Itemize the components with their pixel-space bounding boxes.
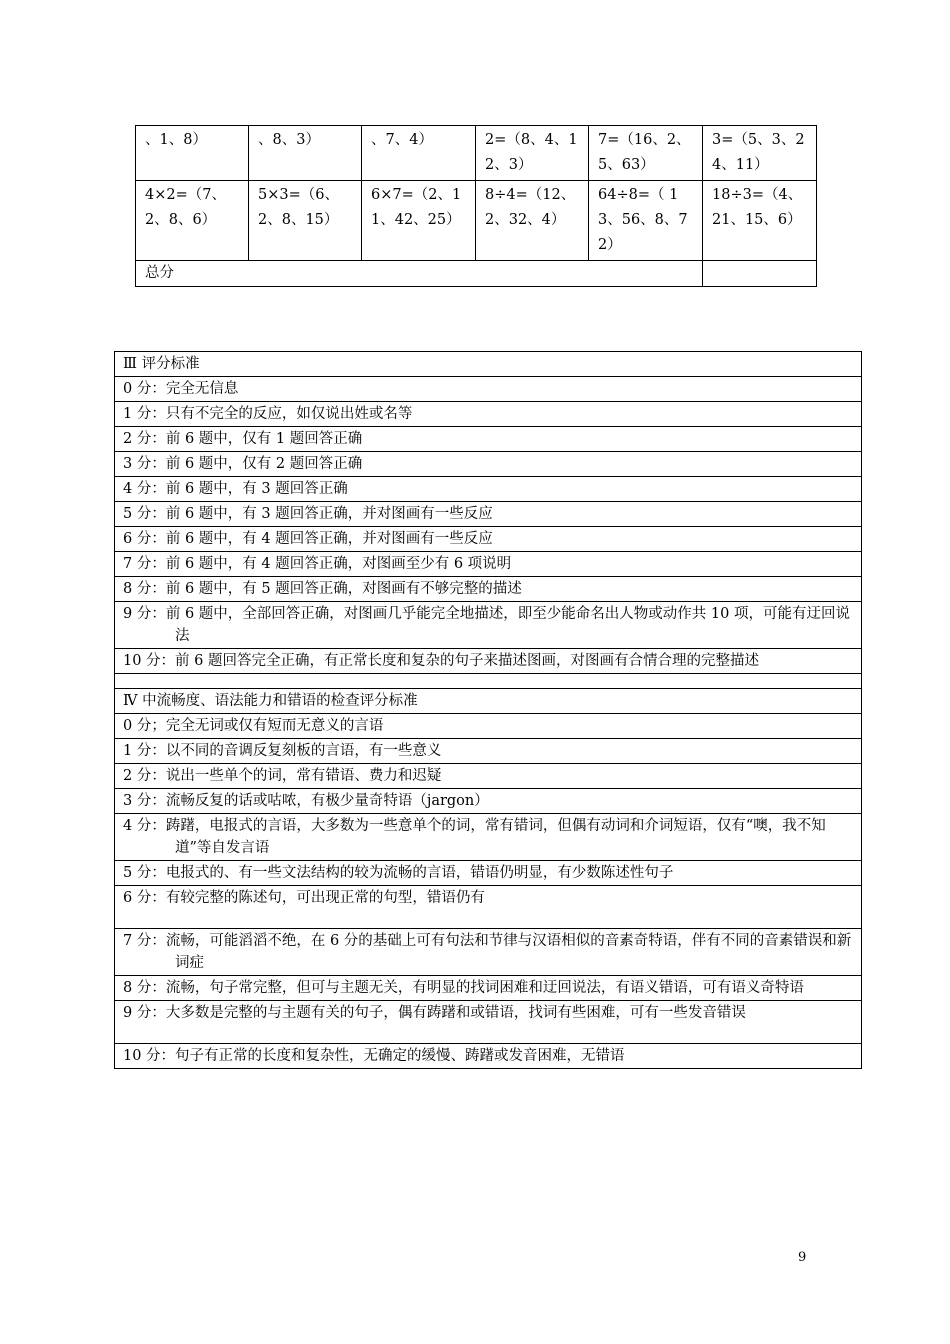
list-item <box>115 427 862 452</box>
table-cell: 64÷8=（ 13、56、8、72） <box>589 181 703 261</box>
section4-item: 5 分：电报式的、有一些文法结构的较为流畅的言语，错语仍明显，有少数陈述性句子 <box>123 865 674 881</box>
list-item <box>115 527 862 552</box>
section3-item: 8 分：前 6 题中，有 5 题回答正确，对图画有不够完整的描述 <box>123 581 522 597</box>
page-number: 9 <box>798 1250 807 1265</box>
list-item <box>115 552 862 577</box>
table-cell: 3=（5、3、24、11） <box>703 126 817 181</box>
list-item <box>115 714 862 739</box>
list-item <box>115 1044 862 1069</box>
section3-item: 4 分：前 6 题中，有 3 题回答正确 <box>123 481 348 497</box>
list-item <box>115 477 862 502</box>
section4-item: 10 分：句子有正常的长度和复杂性，无确定的缓慢、踌躇或发音困难，无错语 <box>123 1048 625 1064</box>
list-item <box>115 929 862 976</box>
section4-item: 3 分：流畅反复的话或咕哝，有极少量奇特语（jargon） <box>123 793 489 809</box>
list-item <box>115 452 862 477</box>
list-item <box>115 1001 862 1044</box>
table-cell: 5×3=（6、2、8、15） <box>249 181 362 261</box>
table-cell: 、8、3） <box>249 126 362 181</box>
list-item <box>115 861 862 886</box>
section3-item: 5 分：前 6 题中，有 3 题回答正确，并对图画有一些反应 <box>123 506 493 522</box>
blank-cell <box>115 674 862 689</box>
table-cell: 4×2=（7、2、8、6） <box>136 181 249 261</box>
section4-item: 0 分；完全无词或仅有短而无意义的言语 <box>123 718 384 734</box>
list-item <box>115 502 862 527</box>
list-item <box>115 577 862 602</box>
table-cell: 18÷3=（4、21、15、6） <box>703 181 817 261</box>
section-title-row <box>115 352 862 377</box>
total-value <box>703 261 817 287</box>
section-title-row <box>115 689 862 714</box>
table-row <box>136 181 817 261</box>
table-cell: 8÷4=（12、2、32、4） <box>476 181 589 261</box>
list-item <box>115 602 862 649</box>
table-cell: 、1、8） <box>136 126 249 181</box>
section4-item: 8 分：流畅，句子常完整，但可与主题无关，有明显的找词困难和迂回说法，有语义错语，可有语义奇特语 <box>123 980 804 996</box>
section3-item: 0 分：完全无信息 <box>123 381 239 397</box>
list-item <box>115 377 862 402</box>
list-item <box>115 402 862 427</box>
section3-item: 9 分：前 6 题中，全部回答正确，对图画几乎能完全地描述，即至少能命名出人物或动作共 10 项，可能有迂回说法 <box>123 606 850 644</box>
list-item <box>115 886 862 929</box>
section4-item: 4 分：踌躇，电报式的言语，大多数为一些意单个的词，常有错词，但偶有动词和介词短语，仅有“噢，我不知道”等自发言语 <box>123 818 826 856</box>
section3-item: 2 分：前 6 题中，仅有 1 题回答正确 <box>123 431 363 447</box>
list-item <box>115 814 862 861</box>
list-item <box>115 739 862 764</box>
section4-item: 7 分：流畅，可能滔滔不绝，在 6 分的基础上可有句法和节律与汉语相似的音素奇特语，伴有不同的音素错误和新词症 <box>123 933 852 971</box>
list-item <box>115 789 862 814</box>
section3-item: 1 分：只有不完全的反应，如仅说出姓或名等 <box>123 406 413 422</box>
rubric-table <box>114 351 862 1069</box>
list-item <box>115 649 862 674</box>
section4-title: Ⅳ 中流畅度、语法能力和错语的检查评分标准 <box>115 689 862 714</box>
table-row <box>136 126 817 181</box>
section3-item: 6 分：前 6 题中，有 4 题回答正确，并对图画有一些反应 <box>123 531 493 547</box>
total-label: 总分 <box>136 261 703 287</box>
section3-title: Ⅲ 评分标准 <box>115 352 862 377</box>
table-cell: 6×7=（2、11、42、25） <box>362 181 476 261</box>
section4-item: 1 分：以不同的音调反复刻板的言语，有一些意义 <box>123 743 442 759</box>
table-cell: 、7、4） <box>362 126 476 181</box>
list-item <box>115 764 862 789</box>
list-item <box>115 976 862 1001</box>
section4-item: 2 分：说出一些单个的词，常有错语、费力和迟疑 <box>123 768 442 784</box>
total-row <box>136 261 817 287</box>
naming-calc-table <box>135 125 817 287</box>
section4-item: 6 分：有较完整的陈述句，可出现正常的句型，错语仍有 <box>123 890 485 906</box>
section3-item: 7 分：前 6 题中，有 4 题回答正确，对图画至少有 6 项说明 <box>123 556 512 572</box>
blank-row <box>115 674 862 689</box>
section3-item: 3 分：前 6 题中，仅有 2 题回答正确 <box>123 456 363 472</box>
table-cell: 7=（16、2、5、63） <box>589 126 703 181</box>
table-cell: 2=（8、4、12、3） <box>476 126 589 181</box>
section3-item: 10 分：前 6 题回答完全正确，有正常长度和复杂的句子来描述图画，对图画有合情合理的完整描述 <box>123 653 759 669</box>
section4-item: 9 分：大多数是完整的与主题有关的句子，偶有踌躇和或错语，找词有些困难，可有一些发音错误 <box>123 1005 746 1021</box>
